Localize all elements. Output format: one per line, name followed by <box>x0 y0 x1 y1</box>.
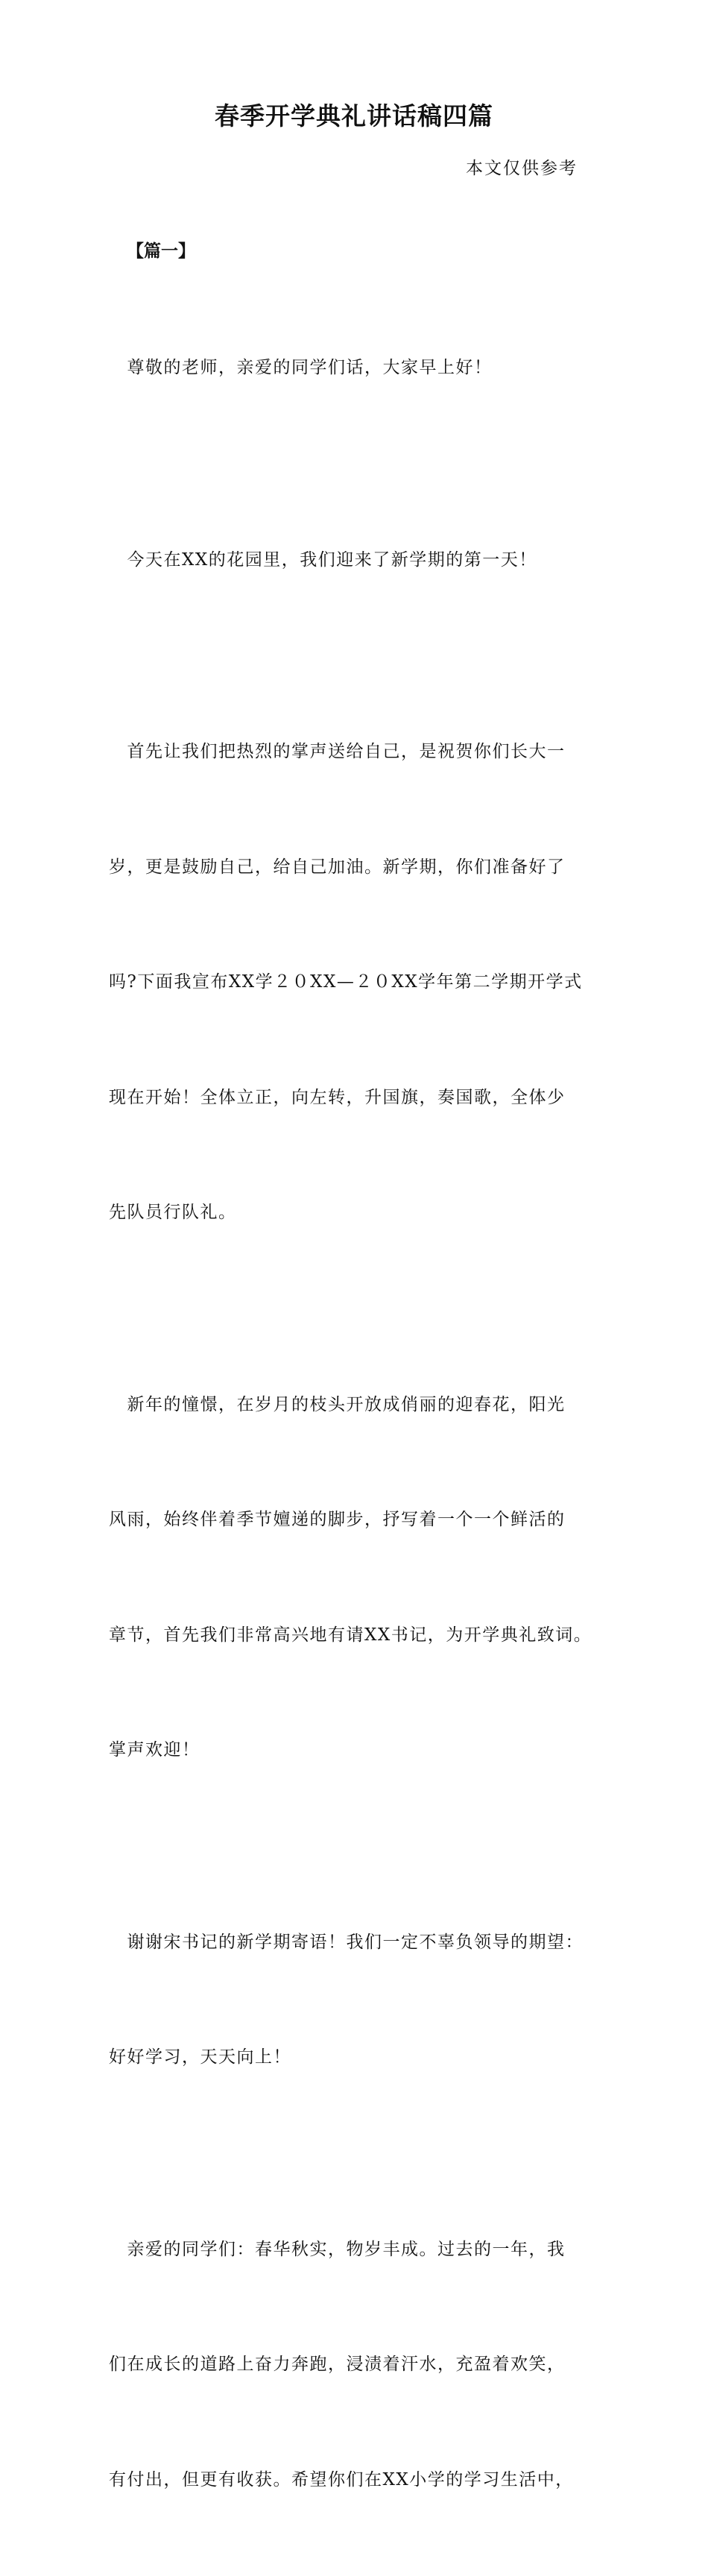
paragraph <box>109 1847 604 2154</box>
paragraph-line: 新年的憧憬，在岁月的枝头开放成俏丽的迎春花，阳光 <box>109 1386 604 1425</box>
paragraph-line: 有付出，但更有收获。希望你们在XX小学的学习生活中， <box>109 2461 604 2500</box>
document-title: 春季开学典礼讲话稿四篇 <box>0 97 708 132</box>
paragraph-line: 首先让我们把热烈的掌声送给自己，是祝贺你们长大一 <box>109 733 604 772</box>
paragraph <box>109 1309 604 1847</box>
paragraph-line: 现在开始！全体立正，向左转，升国旗，奏国歌，全体少 <box>109 1079 604 1118</box>
paragraph-line: 们在成长的道路上奋力奔跑，浸渍着汗水，充盈着欢笑， <box>109 2346 604 2384</box>
paragraph-line: 掌声欢迎！ <box>109 1731 604 1770</box>
paragraph-line: 尊敬的老师，亲爱的同学们话，大家早上好！ <box>109 349 604 388</box>
paragraph-line: 风雨，始终伴着季节嬗递的脚步，抒写着一个一个鲜活的 <box>109 1501 604 1540</box>
paragraph <box>109 272 604 465</box>
body-text <box>109 272 604 2576</box>
paragraph <box>109 2154 604 2576</box>
document-note: 本文仅供参考 <box>466 154 578 179</box>
paragraph-line: 谢谢宋书记的新学期寄语！我们一定不辜负领导的期望： <box>109 1924 604 1962</box>
paragraph-line: 先队员行队礼。 <box>109 1194 604 1232</box>
paragraph-line: 好好学习，天天向上！ <box>109 2038 604 2077</box>
section-heading: 【篇一】 <box>127 237 195 262</box>
paragraph-line: 章节，首先我们非常高兴地有请XX书记，为开学典礼致词。 <box>109 1616 604 1655</box>
paragraph-line: 今天在XX的花园里，我们迎来了新学期的第一天！ <box>109 541 604 580</box>
paragraph-line: 亲爱的同学们：春华秋实，物岁丰成。过去的一年，我 <box>109 2231 604 2270</box>
paragraph-line: 吗?下面我宣布XX学２０XX—２０XX学年第二学期开学式 <box>109 963 604 1002</box>
document-page <box>0 0 708 1002</box>
paragraph <box>109 656 604 1309</box>
paragraph <box>109 465 604 657</box>
paragraph-line: 岁，更是鼓励自己，给自己加油。新学期，你们准备好了 <box>109 848 604 887</box>
